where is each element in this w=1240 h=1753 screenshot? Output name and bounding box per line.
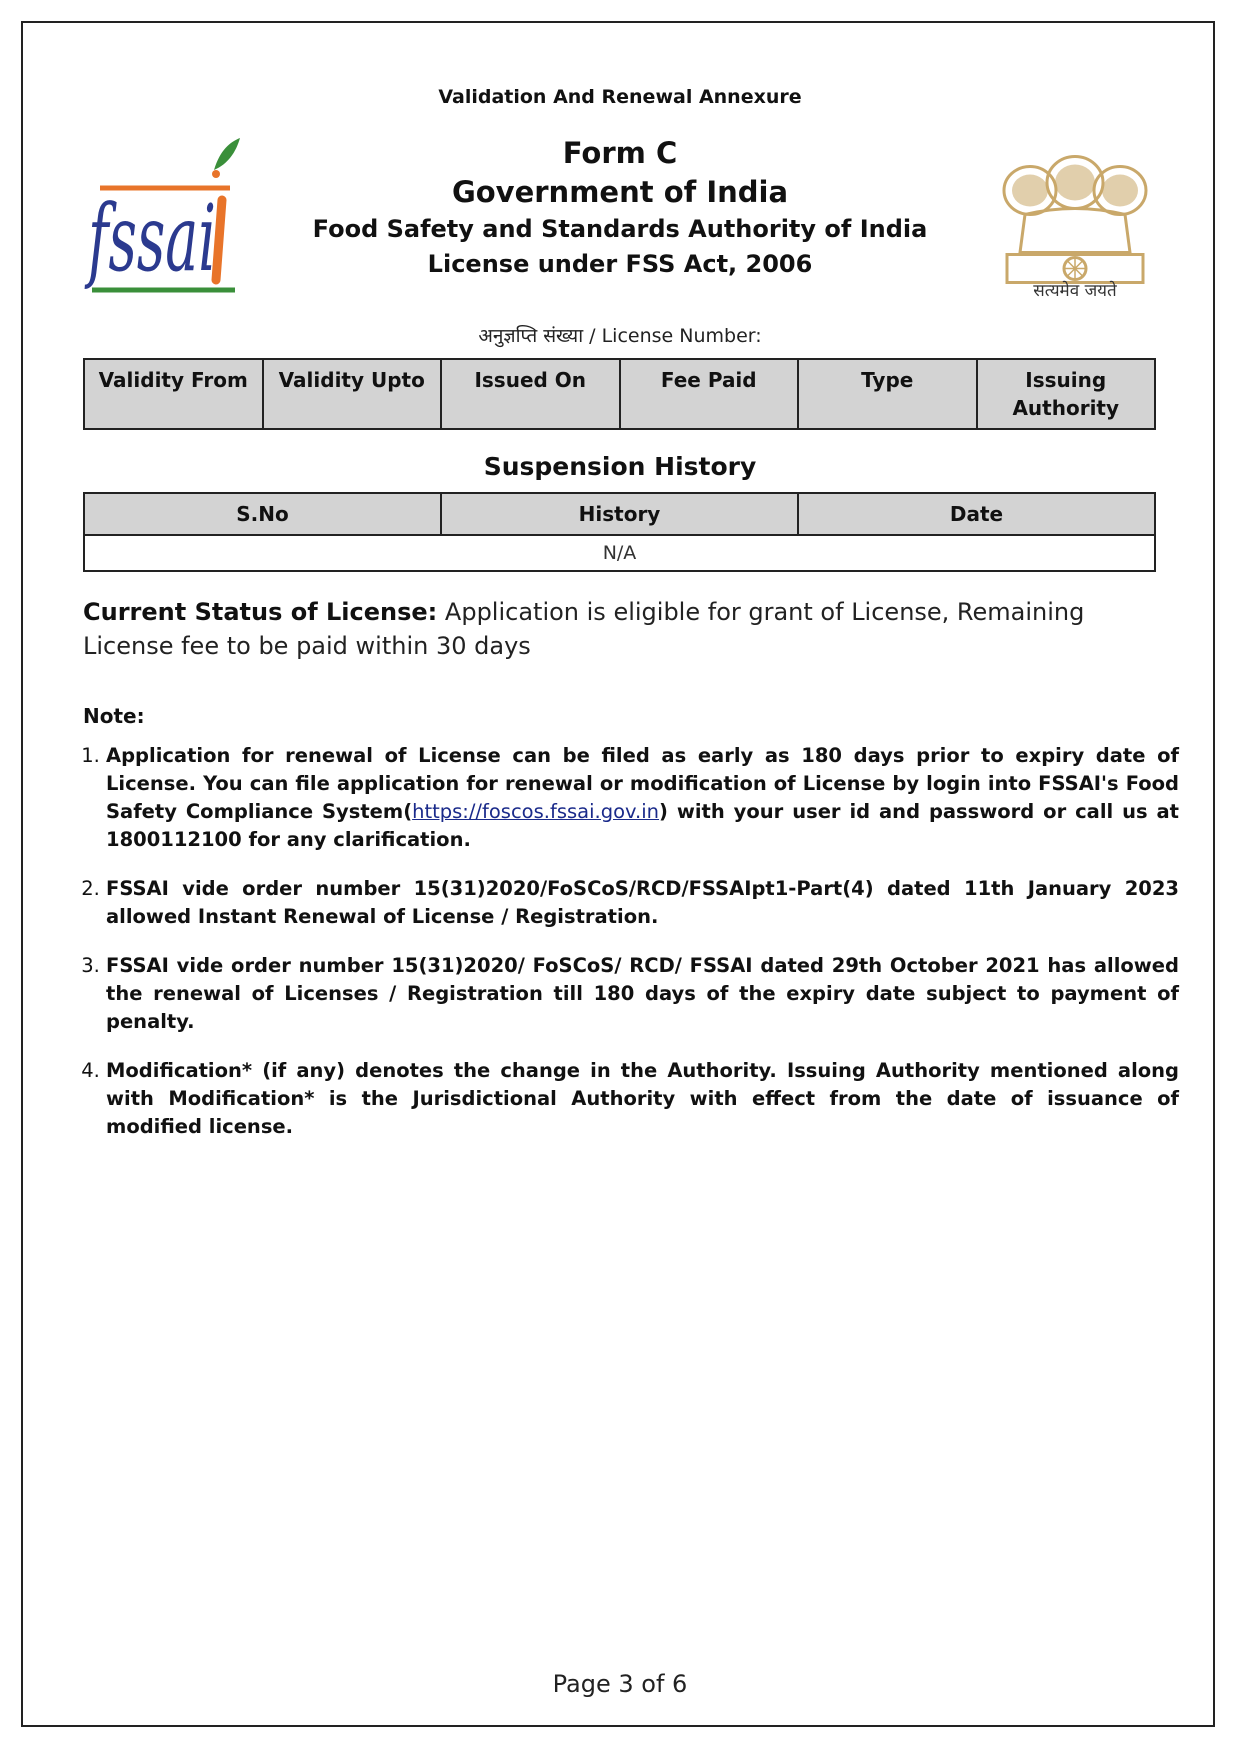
suspension-history-title: Suspension History [483, 452, 757, 481]
fssai-logo [80, 130, 255, 305]
col-issued-on: Issued On [441, 359, 620, 429]
license-status [83, 595, 1156, 663]
status-label: Current Status of License: [83, 598, 438, 626]
table-header-row [84, 359, 1155, 429]
empty-cell: N/A [84, 535, 1155, 571]
col-type: Type [798, 359, 977, 429]
suspension-table [83, 492, 1156, 572]
col-validity-from: Validity From [84, 359, 263, 429]
notes-list [83, 742, 1179, 1162]
table-row [84, 535, 1155, 571]
list-item: 1. Application for renewal of License can be filed as early as 180 days prior to expiry date of License. You can file application for renewal or modification of License by login into FSSAI's Food Safety Compliance System(https://foscos.fssai.gov.in) with your user id and password or call us at 1800112100 for any clarification. [106, 742, 1179, 854]
list-item: 4. Modification* (if any) denotes the change in the Authority. Issuing Authority mentioned along with Modification* is the Jurisdictional Authority with effect from the date of issuance of modified license. [106, 1057, 1179, 1141]
list-item: 2. FSSAI vide order number 15(31)2020/FoSCoS/RCD/FSSAIpt1-Part(4) dated 11th January 2023 allowed Instant Renewal of License / Registration. [106, 875, 1179, 931]
col-issuing-authority: Issuing Authority [977, 359, 1156, 429]
col-fee-paid: Fee Paid [620, 359, 799, 429]
status-value: Application is eligible for grant of License, Remaining License fee to be paid within 30 days [83, 598, 1085, 660]
note-label: Note: [83, 704, 145, 728]
list-item: 3. FSSAI vide order number 15(31)2020/ FoSCoS/ RCD/ FSSAI dated 29th October 2021 has allowed the renewal of Licenses / Registration till 180 days of the expiry date subject to payment of penalty. [106, 952, 1179, 1036]
license-number-label: अनुज्ञप्ति संख्या / License Number: [478, 325, 762, 347]
act-title: License under FSS Act, 2006 [427, 250, 813, 278]
government-title: Government of India [451, 175, 789, 209]
col-date: Date [798, 493, 1155, 535]
col-history: History [441, 493, 798, 535]
emblem-motto: सत्यमेव जयते [1033, 281, 1117, 301]
foscos-link[interactable]: https://foscos.fssai.gov.in [412, 800, 660, 823]
table-header-row [84, 493, 1155, 535]
page-number: Page 3 of 6 [552, 1670, 688, 1698]
col-sno: S.No [84, 493, 441, 535]
annexure-title: Validation And Renewal Annexure [438, 86, 802, 108]
col-validity-upto: Validity Upto [263, 359, 442, 429]
svg-text:fssai: fssai [84, 185, 216, 292]
authority-title: Food Safety and Standards Authority of India [312, 215, 928, 243]
form-title: Form C [562, 136, 678, 170]
validity-table [83, 358, 1156, 430]
